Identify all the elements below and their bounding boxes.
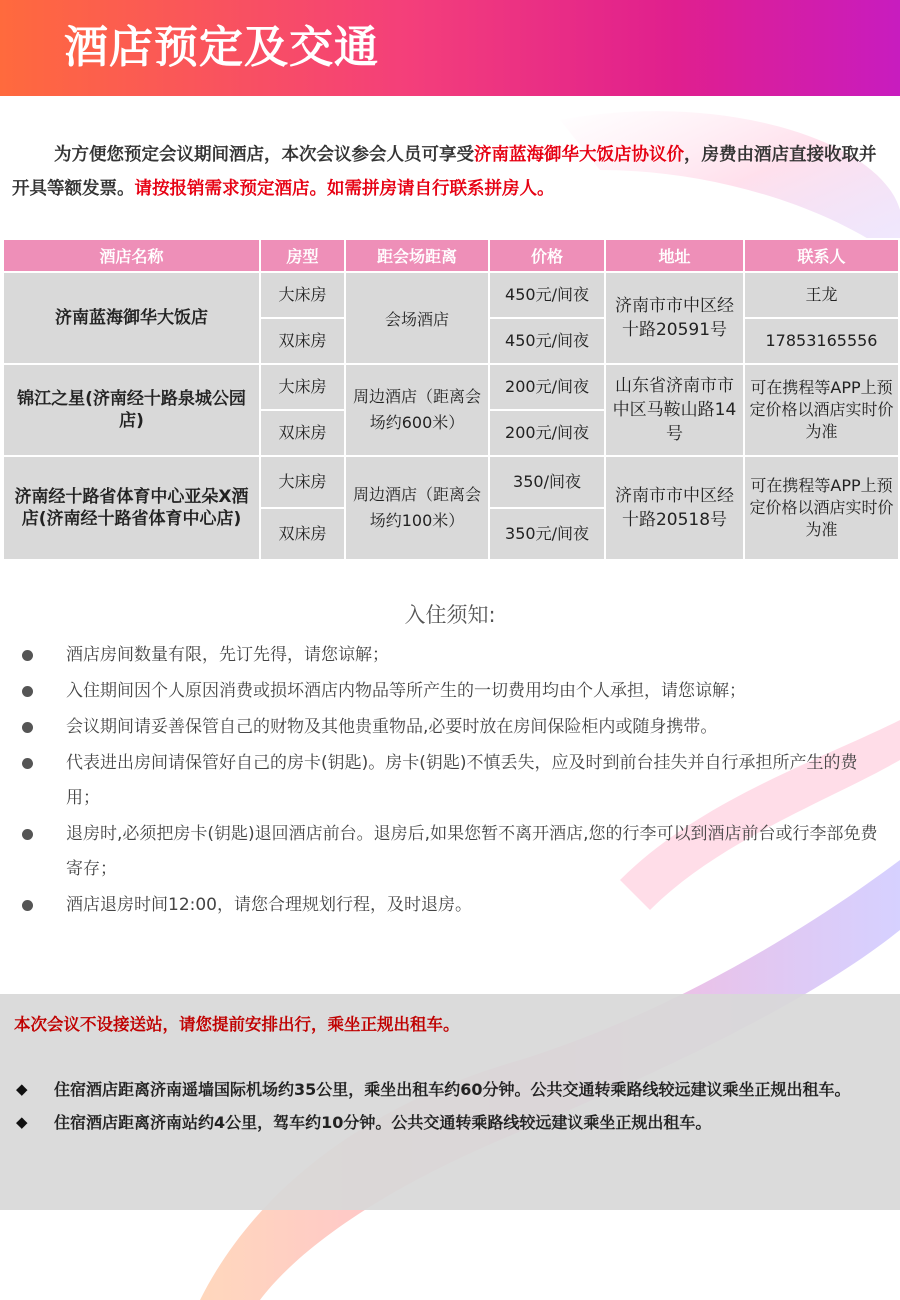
bullet-dot-icon xyxy=(22,758,33,769)
notice-list xyxy=(18,638,884,924)
room-type: 双床房 xyxy=(260,318,345,364)
list-item xyxy=(18,817,884,887)
price: 200元/间夜 xyxy=(489,364,605,410)
col-header-hotel-name: 酒店名称 xyxy=(3,239,260,272)
notice-text: 酒店退房时间12:00，请您合理规划行程，及时退房。 xyxy=(66,895,472,915)
list-item xyxy=(18,710,884,745)
transport-headline: 本次会议不设接送站，请您提前安排出行，乘坐正规出租车。 xyxy=(14,1015,460,1034)
page-title: 酒店预定及交通 xyxy=(64,22,379,73)
room-type: 双床房 xyxy=(260,410,345,456)
transport-section xyxy=(0,994,900,1210)
distance: 周边酒店（距离会场约100米） xyxy=(345,456,489,560)
room-type: 大床房 xyxy=(260,272,345,318)
price: 450元/间夜 xyxy=(489,272,605,318)
address: 山东省济南市市中区马鞍山路14号 xyxy=(605,364,744,456)
page-header xyxy=(0,0,900,96)
contact-note: 可在携程等APP上预定价格以酒店实时价为准 xyxy=(744,364,899,456)
contact-note: 可在携程等APP上预定价格以酒店实时价为准 xyxy=(744,456,899,560)
hotel-name: 济南蓝海御华大饭店 xyxy=(3,272,260,364)
bullet-dot-icon xyxy=(22,650,33,661)
col-header-contact: 联系人 xyxy=(744,239,899,272)
bullet-dot-icon xyxy=(22,686,33,697)
distance: 周边酒店（距离会场约600米） xyxy=(345,364,489,456)
address: 济南市市中区经十路20518号 xyxy=(605,456,744,560)
room-type: 大床房 xyxy=(260,456,345,508)
price: 450元/间夜 xyxy=(489,318,605,364)
distance: 会场酒店 xyxy=(345,272,489,364)
table-row xyxy=(3,364,899,410)
bullet-dot-icon xyxy=(22,722,33,733)
price: 200元/间夜 xyxy=(489,410,605,456)
table-row xyxy=(3,456,899,508)
intro-highlight-hotel: 济南蓝海御华大饭店协议价 xyxy=(474,145,684,165)
price: 350元/间夜 xyxy=(489,508,605,560)
notice-title: 入住须知: xyxy=(404,603,496,627)
diamond-bullet-icon: ◆ xyxy=(16,1113,28,1131)
hotel-table xyxy=(2,238,900,561)
notice-text: 入住期间因个人原因消费或损坏酒店内物品等所产生的一切费用均由个人承担，请您谅解； xyxy=(66,681,746,701)
room-type: 双床房 xyxy=(260,508,345,560)
notice-text: 酒店房间数量有限，先订先得，请您谅解； xyxy=(66,645,389,665)
table-row xyxy=(3,272,899,318)
table-header-row xyxy=(3,239,899,272)
intro-text-2: ，房费由酒店直接收取并开具等额发票。 xyxy=(12,145,877,199)
address: 济南市市中区经十路20591号 xyxy=(605,272,744,364)
contact-phone: 17853165556 xyxy=(744,318,899,364)
hotel-name: 济南经十路省体育中心亚朵X酒店(济南经十路省体育中心店) xyxy=(3,456,260,560)
bullet-dot-icon xyxy=(22,900,33,911)
transport-text: 住宿酒店距离济南遥墙国际机场约35公里，乘坐出租车约60分钟。公共交通转乘路线较远建议乘坐正规出租车。 xyxy=(54,1080,851,1099)
intro-paragraph xyxy=(12,138,878,206)
contact-name: 王龙 xyxy=(744,272,899,318)
price: 350/间夜 xyxy=(489,456,605,508)
col-header-price: 价格 xyxy=(489,239,605,272)
notice-text: 退房时,必须把房卡(钥匙)退回酒店前台。退房后,如果您暂不离开酒店,您的行李可以到酒店前台或行李部免费寄存； xyxy=(66,824,878,879)
col-header-address: 地址 xyxy=(605,239,744,272)
bullet-dot-icon xyxy=(22,829,33,840)
room-type: 大床房 xyxy=(260,364,345,410)
notice-text: 代表进出房间请保管好自己的房卡(钥匙)。房卡(钥匙)不慎丢失，应及时到前台挂失并自行承担所产生的费用； xyxy=(66,753,858,808)
list-item xyxy=(18,746,884,816)
hotel-name: 锦江之星(济南经十路泉城公园店) xyxy=(3,364,260,456)
diamond-bullet-icon: ◆ xyxy=(16,1080,28,1098)
intro-text-1: 为方便您预定会议期间酒店，本次会议参会人员可享受 xyxy=(54,145,474,165)
transport-list xyxy=(14,1076,864,1142)
list-item xyxy=(14,1076,864,1103)
col-header-room-type: 房型 xyxy=(260,239,345,272)
list-item xyxy=(14,1109,864,1136)
col-header-distance: 距会场距离 xyxy=(345,239,489,272)
list-item xyxy=(18,888,884,923)
notice-text: 会议期间请妥善保管自己的财物及其他贵重物品,必要时放在房间保险柜内或随身携带。 xyxy=(66,717,718,737)
transport-text: 住宿酒店距离济南站约4公里，驾车约10分钟。公共交通转乘路线较远建议乘坐正规出租车。 xyxy=(54,1113,712,1132)
list-item xyxy=(18,674,884,709)
list-item xyxy=(18,638,884,673)
intro-highlight-instruction: 请按报销需求预定酒店。如需拼房请自行联系拼房人。 xyxy=(134,179,555,199)
